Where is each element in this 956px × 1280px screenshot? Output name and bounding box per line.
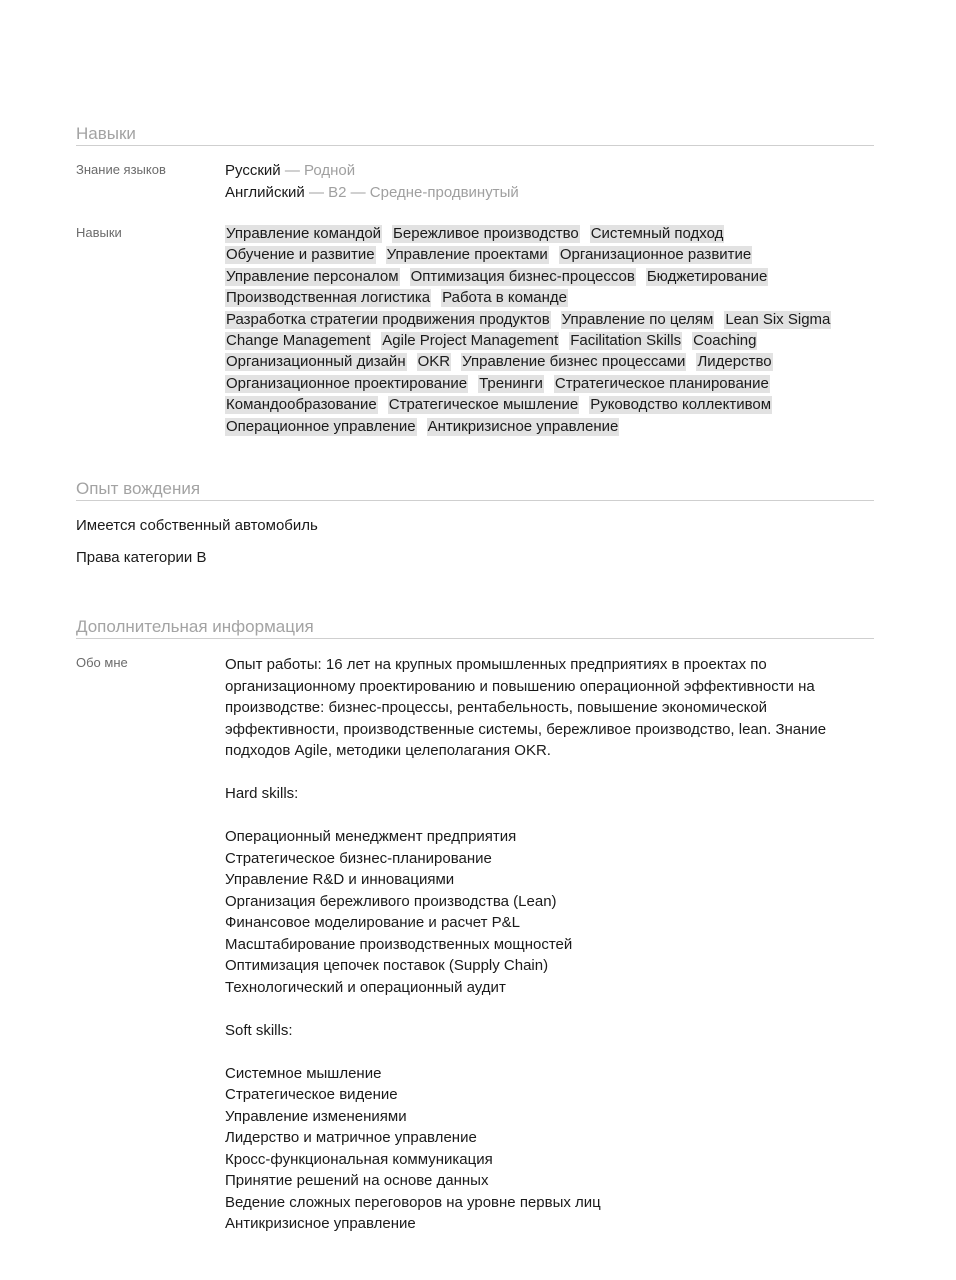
skill-tag: Работа в команде [442,289,568,307]
section-title-additional: Дополнительная информация [76,617,874,639]
skill-tag-row [225,288,865,309]
hard-skill-item: Операционный менеджмент предприятия [225,828,517,845]
skill-tag: Организационное проектирование [226,374,468,392]
skill-tag-row [225,224,865,245]
skill-tag-row [225,310,865,331]
about-label: Обо мне [76,655,128,670]
soft-skill-item: Стратегическое видение [225,1086,398,1103]
skill-tag: Оптимизация бизнес-процессов [410,267,635,285]
own-car-text: Имеется собственный автомобиль [76,517,318,534]
skill-tag: Бюджетирование [646,267,768,285]
hard-skills-list [225,826,835,998]
soft-skill-item: Системное мышление [225,1064,382,1082]
license-text: Права категории B [76,549,207,566]
skill-tag: Стратегическое мышление [388,396,579,414]
soft-skill-item: Ведение сложных переговоров на уровне первых лиц [225,1193,601,1211]
skill-tag: Производственная логистика [226,289,431,307]
skill-tag: Управление проектами [386,246,548,264]
skill-tag: Антикризисное управление [427,417,619,435]
skill-tag: Тренинги [479,374,543,392]
skill-tag-row [225,331,865,352]
skill-tag-row [225,352,865,373]
soft-skills-title: Soft skills: [225,1021,293,1039]
skill-tag: Agile Project Management [382,331,559,349]
languages-label: Знание языков [76,162,166,177]
skill-tag-row [225,245,865,266]
language-name: Русский [225,162,281,179]
skill-tag-row [225,395,865,416]
hard-skill-item: Финансовое моделирование и расчет P&L [225,914,521,931]
hard-skill-item: Технологический и операционный аудит [225,978,506,996]
soft-skill-item: Управление изменениями [225,1107,407,1125]
language-item [225,182,865,204]
skill-tag: Управление командой [226,225,382,242]
skill-tag-row [225,374,865,395]
skill-tag: Организационный дизайн [226,353,406,371]
about-intro: Опыт работы: 16 лет на крупных промышленных предприятиях в проектах по организационному проектированию и повышению операционной эффективности на производстве: бизнес-процессы, рентабельность, повышение экономической эффективности, производственные системы, бережливое производство, lean. Знание подходов Agile, методики целеполагания OKR. [225,656,827,759]
soft-skill-item: Кросс-функциональная коммуникация [225,1150,493,1168]
language-item [225,160,865,182]
soft-skill-item: Лидерство и матричное управление [225,1129,477,1146]
skill-tag: Лидерство [697,353,772,371]
skill-tag: OKR [417,353,451,371]
skill-tag: Facilitation Skills [570,331,682,349]
hard-skill-item: Управление R&D и инновациями [225,871,455,888]
skill-tag: Разработка стратегии продвижения продуктов [226,310,550,328]
skill-tag: Управление по целям [561,310,714,328]
skill-tag: Управление бизнес процессами [462,353,686,371]
skill-tag-row [225,417,865,438]
skill-tag: Операционное управление [226,417,416,435]
hard-skill-item: Стратегическое бизнес-планирование [225,849,492,867]
about-text [225,654,835,1235]
hard-skill-item: Оптимизация цепочек поставок (Supply Chain) [225,957,549,974]
skill-tags [225,224,865,438]
hard-skill-item: Масштабирование производственных мощностей [225,935,573,953]
skill-tag: Организационное развитие [559,246,752,264]
skill-tag: Бережливое производство [393,225,579,242]
soft-skills-list [225,1063,835,1235]
language-level: — B2 — Средне-продвинутый [308,183,519,201]
skill-tag: Change Management [226,331,371,349]
section-title-skills: Навыки [76,124,874,146]
language-level: — Родной [284,162,356,179]
skills-label: Навыки [76,225,122,240]
skill-tag-row [225,267,865,288]
skill-tag: Coaching [693,331,757,349]
skill-tag: Управление персоналом [226,267,399,285]
languages-list [225,160,865,203]
skill-tag: Стратегическое планирование [554,374,769,392]
skill-tag: Lean Six Sigma [725,310,831,328]
skill-tag: Руководство коллективом [590,396,772,414]
soft-skill-item: Антикризисное управление [225,1215,416,1232]
skill-tag: Системный подход [590,225,724,242]
skill-tag: Обучение и развитие [226,246,375,264]
hard-skill-item: Организация бережливого производства (Lean) [225,892,557,910]
soft-skill-item: Принятие решений на основе данных [225,1172,489,1189]
language-name: Английский [225,183,305,201]
hard-skills-title: Hard skills: [225,785,299,802]
skill-tag: Командообразование [226,396,377,414]
section-title-driving: Опыт вождения [76,479,874,501]
